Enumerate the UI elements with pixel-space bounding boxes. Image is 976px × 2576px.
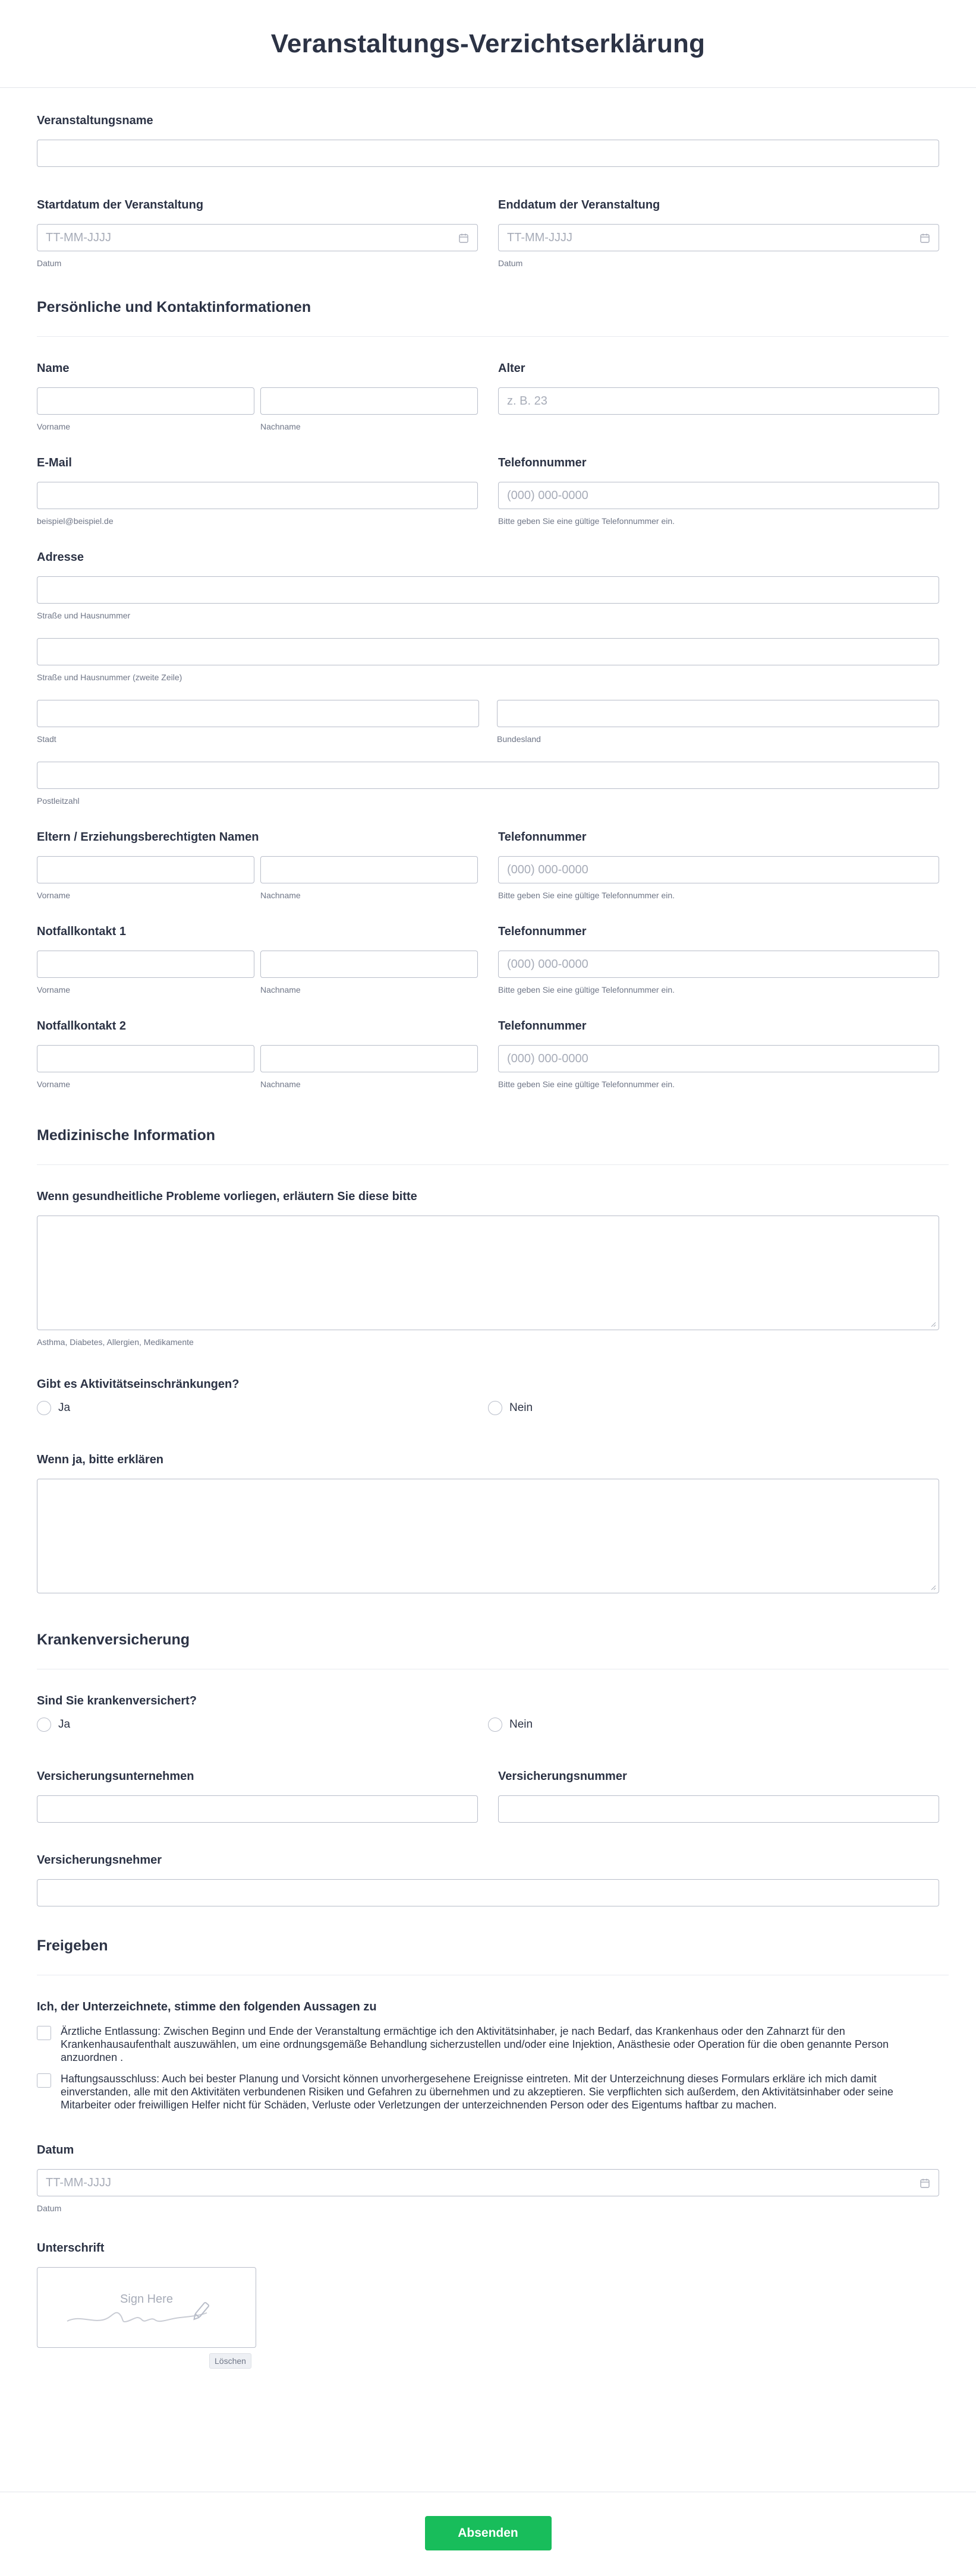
emergency2-row <box>37 995 939 1089</box>
emergency2-first-sublabel: Vorname <box>37 1079 71 1089</box>
age-placeholder: z. B. 23 <box>507 394 547 408</box>
phone-input[interactable] <box>498 482 939 509</box>
street-sublabel: Straße und Hausnummer <box>37 611 131 620</box>
emergency1-phone-sublabel: Bitte geben Sie eine gültige Telefonnummer ein. <box>498 985 675 995</box>
insured-yes-option[interactable] <box>37 1718 488 1732</box>
emergency2-last-input[interactable] <box>260 1045 478 1072</box>
email-input[interactable] <box>37 482 478 509</box>
parent-last-input[interactable] <box>260 856 478 883</box>
age-label: Alter <box>498 362 525 375</box>
radio-button[interactable] <box>488 1401 502 1415</box>
restrictions-label: Gibt es Aktivitätseinschränkungen? <box>37 1378 240 1391</box>
emergency2-phone-label: Telefonnummer <box>498 1019 587 1033</box>
emergency1-phone-input[interactable] <box>498 951 939 978</box>
radio-button[interactable] <box>37 1401 51 1415</box>
start-date-field <box>37 198 478 268</box>
email-label: E-Mail <box>37 456 72 469</box>
parent-phone-sublabel: Bitte geben Sie eine gültige Telefonnummer ein. <box>498 891 675 900</box>
address-field <box>37 526 939 806</box>
emergency1-first-sublabel: Vorname <box>37 985 71 995</box>
release-section <box>37 1906 939 1975</box>
calendar-icon[interactable] <box>920 2178 930 2189</box>
form-header <box>0 0 976 88</box>
release-date-label: Datum <box>37 2143 74 2157</box>
end-date-placeholder: TT-MM-JJJJ <box>507 231 572 244</box>
event-name-input[interactable] <box>37 140 939 167</box>
insured-no-label: Nein <box>509 1718 533 1731</box>
signature-pad[interactable] <box>37 2267 256 2348</box>
resize-grip-icon[interactable] <box>930 1584 936 1590</box>
release-date-placeholder: TT-MM-JJJJ <box>46 2176 111 2189</box>
signature-scribble-icon <box>55 2285 234 2339</box>
zip-input[interactable] <box>37 762 939 789</box>
phone-field <box>498 456 939 526</box>
emergency2-phone-field <box>498 1019 939 1089</box>
insured-label: Sind Sie krankenversichert? <box>37 1694 197 1707</box>
section-title-personal: Persönliche und Kontaktinformationen <box>37 299 949 337</box>
agreement-label: Ich, der Unterzeichnete, stimme den folgenden Aussagen zu <box>37 2000 377 2013</box>
form-body <box>0 88 976 2368</box>
emergency1-label: Notfallkontakt 1 <box>37 925 127 938</box>
start-date-placeholder: TT-MM-JJJJ <box>46 231 111 244</box>
form-footer <box>0 2492 976 2576</box>
parent-phone-field <box>498 831 939 900</box>
submit-button[interactable]: Absenden <box>425 2516 552 2550</box>
policy-holder-label: Versicherungsnehmer <box>37 1854 162 1867</box>
start-date-sublabel: Datum <box>37 258 62 268</box>
insurance-number-input[interactable] <box>498 1795 939 1823</box>
health-problems-sublabel: Asthma, Diabetes, Allergien, Medikamente <box>37 1337 194 1347</box>
parent-field <box>37 831 478 900</box>
insured-field <box>37 1669 939 1732</box>
emergency1-phone-placeholder: (000) 000-0000 <box>507 957 588 971</box>
page-title: Veranstaltungs-Verzichtserklärung <box>270 29 706 58</box>
name-field <box>37 362 478 431</box>
restrictions-yes-option[interactable] <box>37 1401 488 1415</box>
insured-no-option[interactable] <box>488 1718 939 1732</box>
emergency2-last-sublabel: Nachname <box>260 1079 301 1089</box>
event-dates <box>37 167 939 268</box>
radio-button[interactable] <box>37 1718 51 1732</box>
insurance-number-field <box>498 1770 939 1823</box>
phone-placeholder: (000) 000-0000 <box>507 488 588 502</box>
insurance-company-field <box>37 1770 478 1823</box>
emergency2-phone-placeholder: (000) 000-0000 <box>507 1052 588 1065</box>
address-label: Adresse <box>37 551 84 564</box>
email-sublabel: beispiel@beispiel.de <box>37 516 114 526</box>
event-name-label: Veranstaltungsname <box>37 114 153 127</box>
emergency2-first-input[interactable] <box>37 1045 254 1072</box>
health-problems-textarea[interactable] <box>37 1216 939 1330</box>
insurance-company-label: Versicherungsunternehmen <box>37 1770 194 1783</box>
policy-holder-input[interactable] <box>37 1879 939 1906</box>
restrictions-yes-label: Ja <box>58 1401 71 1414</box>
agreement-field <box>37 1975 939 2111</box>
health-problems-label: Wenn gesundheitliche Probleme vorliegen, erläutern Sie diese bitte <box>37 1190 417 1203</box>
restrictions-field <box>37 1347 939 1415</box>
phone-sublabel: Bitte geben Sie eine gültige Telefonnummer ein. <box>498 516 675 526</box>
email-field <box>37 456 478 526</box>
emergency1-phone-field <box>498 925 939 995</box>
section-title-release: Freigeben <box>37 1937 949 1975</box>
emergency1-row <box>37 900 939 995</box>
state-input[interactable] <box>497 700 939 727</box>
liability-waiver-text: Haftungsausschluss: Auch bei bester Planung und Vorsicht können unvorhergesehene Ereignisse eintreten. Mit der Unterzeichnung dieses Formulars erkläre ich mich damit einverstanden, alle mit den Aktivitäten verbundenen Risiken und Gefahren zu übernehmen und zu akzeptieren. Sie verpflichten sich außerdem, den Aktivitätsinhaber oder seine Mitarbeiter oder freiwilligen Helfer nicht für Schäden, Verluste oder Verletzungen der unterzeichnenden Person oder des Eigentums haftbar zu machen. <box>61 2073 893 2111</box>
calendar-icon[interactable] <box>920 233 930 244</box>
parent-last-sublabel: Nachname <box>260 891 301 900</box>
street2-input[interactable] <box>37 638 939 665</box>
emergency1-last-sublabel: Nachname <box>260 985 301 995</box>
end-date-field <box>498 198 939 268</box>
age-input[interactable] <box>498 387 939 415</box>
last-name-sublabel: Nachname <box>260 422 301 431</box>
restrictions-no-label: Nein <box>509 1401 533 1414</box>
release-date-input[interactable] <box>37 2169 939 2196</box>
city-input[interactable] <box>37 700 479 727</box>
insurance-row <box>37 1732 939 1823</box>
insured-yes-label: Ja <box>58 1718 71 1731</box>
explain-label: Wenn ja, bitte erklären <box>37 1453 164 1466</box>
restrictions-no-option[interactable] <box>488 1401 939 1415</box>
explain-textarea[interactable] <box>37 1479 939 1593</box>
signature-hint: Sign Here <box>120 2293 173 2306</box>
street2-sublabel: Straße und Hausnummer (zweite Zeile) <box>37 673 182 682</box>
parent-phone-placeholder: (000) 000-0000 <box>507 863 588 876</box>
medical-release-checkbox[interactable] <box>37 2026 51 2040</box>
emergency1-field <box>37 925 478 995</box>
insurance-number-label: Versicherungsnummer <box>498 1770 627 1783</box>
medical-release-item[interactable] <box>37 2025 939 2064</box>
liability-waiver-item[interactable] <box>37 2072 939 2111</box>
email-phone-row <box>37 431 939 526</box>
signature-field <box>37 2213 939 2368</box>
first-name-sublabel: Vorname <box>37 422 71 431</box>
section-title-insurance: Krankenversicherung <box>37 1631 949 1669</box>
release-date-field <box>37 2120 939 2213</box>
end-date-input[interactable] <box>498 224 939 251</box>
parent-phone-input[interactable] <box>498 856 939 883</box>
age-field <box>498 362 939 431</box>
pen-icon <box>192 2302 209 2321</box>
explain-field <box>37 1415 939 1593</box>
health-problems-field <box>37 1165 939 1347</box>
city-sublabel: Stadt <box>37 734 56 744</box>
name-label: Name <box>37 362 70 375</box>
radio-button[interactable] <box>488 1718 502 1732</box>
emergency2-field <box>37 1019 478 1089</box>
parent-row <box>37 806 939 900</box>
event-name-field <box>37 88 939 167</box>
personal-section <box>37 268 939 337</box>
policy-holder-field <box>37 1823 939 1906</box>
clear-signature-button[interactable]: Löschen <box>209 2353 251 2369</box>
phone-label: Telefonnummer <box>498 456 587 469</box>
emergency2-phone-sublabel: Bitte geben Sie eine gültige Telefonnummer ein. <box>498 1079 675 1089</box>
state-sublabel: Bundesland <box>497 734 541 744</box>
zip-sublabel: Postleitzahl <box>37 796 80 806</box>
first-name-input[interactable] <box>37 387 254 415</box>
emergency1-first-input[interactable] <box>37 951 254 978</box>
section-title-medical: Medizinische Information <box>37 1127 949 1165</box>
parent-phone-label: Telefonnummer <box>498 831 587 844</box>
street-input[interactable] <box>37 576 939 604</box>
name-age-row <box>37 337 939 431</box>
parent-first-input[interactable] <box>37 856 254 883</box>
start-date-label: Startdatum der Veranstaltung <box>37 198 204 211</box>
emergency1-last-input[interactable] <box>260 951 478 978</box>
start-date-input[interactable] <box>37 224 478 251</box>
medical-release-text: Ärztliche Entlassung: Zwischen Beginn und Ende der Veranstaltung ermächtige ich den Aktivitätsinhaber, je nach Bedarf, das Krankenhaus oder den Zahnarzt für den Krankenhausaufenthalt auszuwählen, um eine ordnungsgemäße Behandlung sicherzustellen und/oder eine Injektion, Anästhesie oder Operation für die oben genannte Person anzuordnen . <box>61 2025 889 2063</box>
calendar-icon[interactable] <box>458 233 469 244</box>
emergency2-phone-input[interactable] <box>498 1045 939 1072</box>
resize-grip-icon[interactable] <box>930 1321 936 1327</box>
parent-label: Eltern / Erziehungsberechtigten Namen <box>37 831 259 844</box>
end-date-sublabel: Datum <box>498 258 523 268</box>
liability-waiver-checkbox[interactable] <box>37 2073 51 2088</box>
emergency2-label: Notfallkontakt 2 <box>37 1019 127 1033</box>
insurance-company-input[interactable] <box>37 1795 478 1823</box>
parent-first-sublabel: Vorname <box>37 891 71 900</box>
medical-section <box>37 1089 939 1165</box>
last-name-input[interactable] <box>260 387 478 415</box>
release-date-sublabel: Datum <box>37 2204 62 2213</box>
end-date-label: Enddatum der Veranstaltung <box>498 198 660 211</box>
emergency1-phone-label: Telefonnummer <box>498 925 587 938</box>
signature-label: Unterschrift <box>37 2242 105 2255</box>
insurance-section <box>37 1593 939 1669</box>
